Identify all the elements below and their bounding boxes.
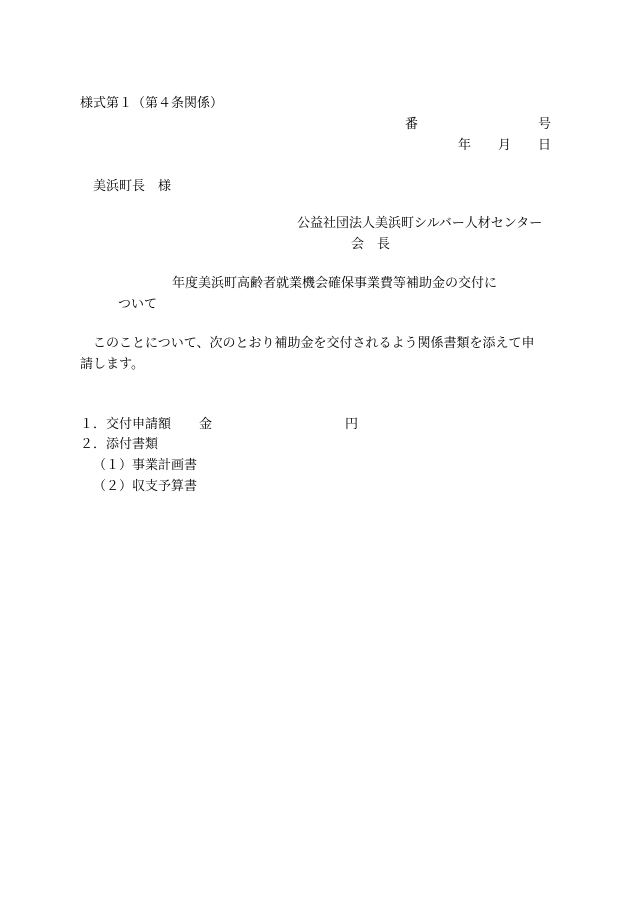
attachment-1: （１）事業計画書 [93,458,198,473]
addressee: 美浜町長 様 [93,179,172,194]
number-ban-label: 番 [405,117,419,132]
body-line-1: このことについて、次のとおり補助金を交付されるよう関係書類を添えて申 [93,336,535,351]
sender-organization: 公益社団法人美浜町シルバー人材センター [297,216,543,231]
item-1-kin: 金 [199,417,213,432]
date-year-label: 年 [458,138,472,153]
subject-line-1: 年度美浜町高齢者就業機会確保事業費等補助金の交付に [172,276,498,291]
form-label: 様式第１（第４条関係） [80,96,224,111]
subject-line-2: ついて [118,297,158,312]
item-2-label: ２．添付書類 [80,437,159,452]
attachment-2: （２）収支予算書 [93,479,198,494]
date-month-label: 月 [498,138,512,153]
item-1-label: １．交付申請額 [80,417,172,432]
body-line-2: 請します。 [80,357,144,372]
item-1-yen: 円 [345,417,359,432]
number-go-label: 号 [538,117,552,132]
sender-title: 会 長 [351,237,391,252]
date-day-label: 日 [538,138,552,153]
